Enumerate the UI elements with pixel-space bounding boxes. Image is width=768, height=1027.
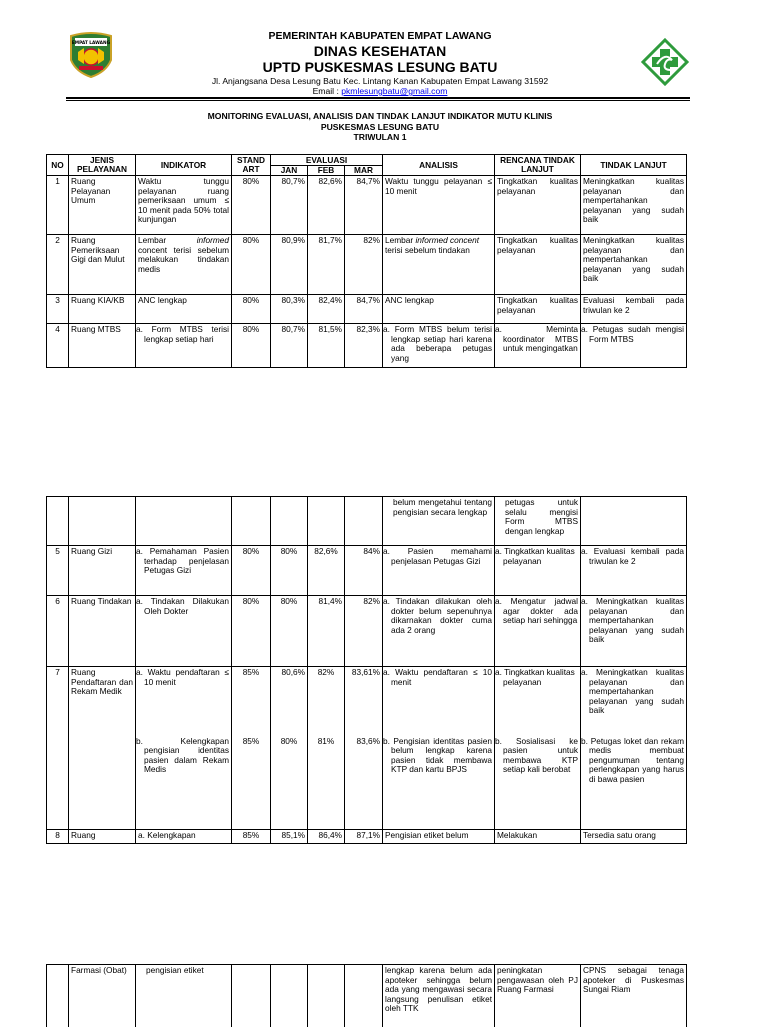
cell-mar — [345, 497, 383, 546]
cell-no: 5 — [47, 546, 69, 596]
empat-lawang-logo-icon — [66, 30, 116, 78]
logo-left-text: EMPAT LAWANG — [71, 41, 111, 46]
email-link[interactable]: pkmlesungbatu@gmail.com — [341, 86, 448, 96]
cell-jenis: Ruang Pendaftaran dan Rekam Medik — [69, 667, 136, 736]
cell-no: 3 — [47, 295, 69, 324]
cell-indikator: ANC lengkap — [136, 295, 232, 324]
cell-indikator — [136, 235, 232, 295]
cell-no: 1 — [47, 176, 69, 235]
cell-rencana: Tingkatkan kualitas pelayanan — [495, 176, 581, 235]
cell-tindak: Meningkatkan kualitas pelayanan dan mempertahankan pelayanan yang sudah baik — [581, 235, 687, 295]
cell-feb: 81,4% — [308, 596, 345, 667]
cell-analisis: lengkap karena belum ada apoteker sehingga belum ada yang mengawasi secara langsung penulisan etiket oleh TTK — [383, 965, 495, 1027]
cell-jenis: Ruang — [69, 830, 136, 844]
cell-indikator: b. Kelengkapan pengisian identitas pasien dalam Rekam Medis — [136, 736, 232, 830]
table-row-continued — [47, 497, 687, 546]
table-row — [47, 295, 687, 324]
italic-text: informed concent — [415, 235, 480, 245]
cell-analisis: a. Waktu pendaftaran ≤ 10 menit — [383, 667, 495, 736]
cell-no: 6 — [47, 596, 69, 667]
italic-text: informed — [196, 235, 229, 245]
cell-indikator: a. Pemahaman Pasien terhadap penjelasan Petugas Gizi — [136, 546, 232, 596]
col-mar: MAR — [345, 166, 383, 176]
cell-no — [47, 965, 69, 1027]
cell-tindak: Meningkatkan kualitas pelayanan dan mempertahankan pelayanan yang sudah baik — [581, 176, 687, 235]
cell-rencana: Tingkatkan kualitas pelayanan — [495, 235, 581, 295]
col-tindak-lanjut: TINDAK LANJUT — [581, 155, 687, 176]
cell-analisis: b. Pengisian identitas pasien belum lengkap karena pasien tidak membawa KTP dan kartu BPJS — [383, 736, 495, 830]
cell-analisis: Waktu tunggu pelayanan ≤ 10 menit — [383, 176, 495, 235]
address: Jl. Anjangsana Desa Lesung Batu Kec. Lintang Kanan Kabupaten Empat Lawang 31592 — [211, 76, 549, 86]
indicator-table-page-2 — [46, 496, 687, 844]
cell-standart: 80% — [232, 176, 271, 235]
puskesmas-name: UPTD PUSKESMAS LESUNG BATU — [262, 59, 498, 75]
cell-mar: 82,3% — [345, 324, 383, 368]
cell-feb: 86,4% — [308, 830, 345, 844]
agency-name: DINAS KESEHATAN — [313, 43, 447, 59]
cell-rencana: b. Sosialisasi ke pasien untuk membawa KTP setiap kali berobat — [495, 736, 581, 830]
cell-feb: 81% — [308, 736, 345, 830]
indicator-table-page-3 — [46, 964, 687, 1027]
table-row — [47, 736, 687, 830]
cell-jan — [271, 965, 308, 1027]
col-feb: FEB — [308, 166, 345, 176]
cell-jenis: Ruang Pelayanan Umum — [69, 176, 136, 235]
cell-no: 8 — [47, 830, 69, 844]
cell-rencana: peningkatan pengawasan oleh PJ Ruang Farmasi — [495, 965, 581, 1027]
cell-jan: 80% — [271, 736, 308, 830]
cell-standart: 85% — [232, 667, 271, 736]
cell-jan: 80,9% — [271, 235, 308, 295]
table-row — [47, 830, 687, 844]
cell-feb — [308, 497, 345, 546]
text-fragment: Lembar — [138, 235, 197, 245]
cell-feb: 82,4% — [308, 295, 345, 324]
cell-tindak: b. Petugas loket dan rekam medis membuat pengumuman tentang perlengkapan yang harus di bawa pasien — [581, 736, 687, 830]
cell-indikator: a. Tindakan Dilakukan Oleh Dokter — [136, 596, 232, 667]
cell-jenis: Ruang KIA/KB — [69, 295, 136, 324]
cell-mar: 84,7% — [345, 295, 383, 324]
text-fragment: Lembar — [385, 235, 416, 245]
document-title — [150, 111, 610, 143]
cell-analisis: a. Form MTBS belum terisi lengkap setiap hari karena ada beberapa petugas yang — [383, 324, 495, 368]
cell-standart: 85% — [232, 830, 271, 844]
cell-mar: 84% — [345, 546, 383, 596]
cell-mar: 83,61% — [345, 667, 383, 736]
cell-mar: 82% — [345, 235, 383, 295]
cell-jan: 80,7% — [271, 324, 308, 368]
cell-feb: 81,7% — [308, 235, 345, 295]
cell-standart: 80% — [232, 235, 271, 295]
cell-indikator: a. Form MTBS terisi lengkap setiap hari — [136, 324, 232, 368]
cell-rencana: petugas untuk selalu mengisi Form MTBS dengan lengkap — [495, 497, 581, 546]
cell-analisis: Pengisian etiket belum — [383, 830, 495, 844]
cell-standart: 80% — [232, 295, 271, 324]
government-name: PEMERINTAH KABUPATEN EMPAT LAWANG — [268, 30, 492, 42]
cell-jenis: Ruang Tindakan — [69, 596, 136, 667]
letterhead-rule — [66, 97, 690, 99]
cell-tindak: CPNS sebagai tenaga apoteker di Puskesmas Sungai Riam — [581, 965, 687, 1027]
cell-jenis: Ruang Pemeriksaan Gigi dan Mulut — [69, 235, 136, 295]
table-row — [47, 176, 687, 235]
col-standart: STAND ART — [232, 155, 271, 176]
cell-jan: 80% — [271, 596, 308, 667]
cell-no: 2 — [47, 235, 69, 295]
cell-jan: 85,1% — [271, 830, 308, 844]
cell-mar: 83,6% — [345, 736, 383, 830]
cell-analisis — [383, 235, 495, 295]
cell-indikator: Waktu tunggu pelayanan ruang pemeriksaan umum ≤ 10 menit pada 50% total kunjungan — [136, 176, 232, 235]
cell-feb: 81,5% — [308, 324, 345, 368]
cell-feb: 82% — [308, 667, 345, 736]
cell-standart: 80% — [232, 596, 271, 667]
cell-tindak: Evaluasi kembali pada triwulan ke 2 — [581, 295, 687, 324]
cell-jenis — [69, 736, 136, 830]
cell-mar: 87,1% — [345, 830, 383, 844]
cell-tindak: Tersedia satu orang — [581, 830, 687, 844]
health-cross-logo-icon — [641, 38, 689, 86]
cell-indikator — [136, 497, 232, 546]
cell-mar: 82% — [345, 596, 383, 667]
cell-feb — [308, 965, 345, 1027]
cell-jan: 80,6% — [271, 667, 308, 736]
cell-analisis: ANC lengkap — [383, 295, 495, 324]
cell-tindak — [581, 497, 687, 546]
email-line — [150, 86, 610, 96]
col-rencana-tindak-lanjut: RENCANA TINDAK LANJUT — [495, 155, 581, 176]
cell-analisis: belum mengetahui tentang pengisian secara lengkap — [383, 497, 495, 546]
cell-indikator: a. Kelengkapan — [136, 830, 232, 844]
table-row — [47, 667, 687, 736]
cell-jan: 80,7% — [271, 176, 308, 235]
cell-jenis: Ruang Gizi — [69, 546, 136, 596]
cell-no — [47, 736, 69, 830]
email-label: Email : — [312, 86, 342, 96]
cell-jan — [271, 497, 308, 546]
cell-no: 4 — [47, 324, 69, 368]
cell-jenis: Ruang MTBS — [69, 324, 136, 368]
cell-rencana: Melakukan — [495, 830, 581, 844]
cell-rencana: a. Tingkatkan kualitas pelayanan — [495, 667, 581, 736]
cell-standart — [232, 965, 271, 1027]
cell-rencana: a. Tingkatkan kualitas pelayanan — [495, 546, 581, 596]
cell-analisis: a. Tindakan dilakukan oleh dokter belum sepenuhnya dikarnakan dokter cuma ada 2 orang — [383, 596, 495, 667]
table-row — [47, 596, 687, 667]
title-line-2: PUSKESMAS LESUNG BATU — [320, 121, 440, 132]
table-row — [47, 324, 687, 368]
table-row — [47, 235, 687, 295]
indicator-table-page-1 — [46, 154, 687, 368]
cell-standart — [232, 497, 271, 546]
cell-indikator: pengisian etiket — [136, 965, 232, 1027]
cell-standart: 80% — [232, 546, 271, 596]
letterhead-rule-thin — [66, 100, 690, 101]
cell-mar — [345, 965, 383, 1027]
cell-standart: 85% — [232, 736, 271, 830]
cell-feb: 82,6% — [308, 176, 345, 235]
cell-rencana: a. Meminta koordinator MTBS untuk mengingatkan — [495, 324, 581, 368]
cell-jan: 80% — [271, 546, 308, 596]
letterhead — [150, 30, 610, 96]
text-fragment: concent terisi sebelum melakukan tindakan medis — [138, 244, 229, 274]
col-analisis: ANALISIS — [383, 155, 495, 176]
table-row-continued — [47, 965, 687, 1027]
cell-indikator: a. Waktu pendaftaran ≤ 10 menit — [136, 667, 232, 736]
cell-no: 7 — [47, 667, 69, 736]
col-indikator: INDIKATOR — [136, 155, 232, 176]
title-line-3: TRIWULAN 1 — [353, 132, 407, 142]
title-line-1: MONITORING EVALUASI, ANALISIS DAN TINDAK LANJUT INDIKATOR MUTU KLINIS — [207, 111, 553, 121]
cell-tindak: a. Petugas sudah mengisi Form MTBS — [581, 324, 687, 368]
col-no: NO — [47, 155, 69, 176]
cell-jenis — [69, 497, 136, 546]
cell-standart: 80% — [232, 324, 271, 368]
cell-tindak: a. Evaluasi kembali pada triwulan ke 2 — [581, 546, 687, 596]
cell-jenis: Farmasi (Obat) — [69, 965, 136, 1027]
col-evaluasi: EVALUASI — [271, 155, 383, 166]
col-jan: JAN — [271, 166, 308, 176]
cell-mar: 84,7% — [345, 176, 383, 235]
cell-feb: 82,6% — [308, 546, 345, 596]
cell-no — [47, 497, 69, 546]
cell-jan: 80,3% — [271, 295, 308, 324]
cell-tindak: a. Meningkatkan kualitas pelayanan dan mempertahankan pelayanan yang sudah baik — [581, 667, 687, 736]
table-row — [47, 546, 687, 596]
text-fragment: terisi sebelum tindakan — [385, 244, 470, 255]
cell-analisis: a. Pasien memahami penjelasan Petugas Gizi — [383, 546, 495, 596]
cell-rencana: Tingkatkan kualitas pelayanan — [495, 295, 581, 324]
col-jenis-pelayanan: JENIS PELAYANAN — [69, 155, 136, 176]
cell-tindak: a. Meningkatkan kualitas pelayanan dan mempertahankan pelayanan yang sudah baik — [581, 596, 687, 667]
cell-rencana: a. Mengatur jadwal agar dokter ada setiap hari sehingga — [495, 596, 581, 667]
